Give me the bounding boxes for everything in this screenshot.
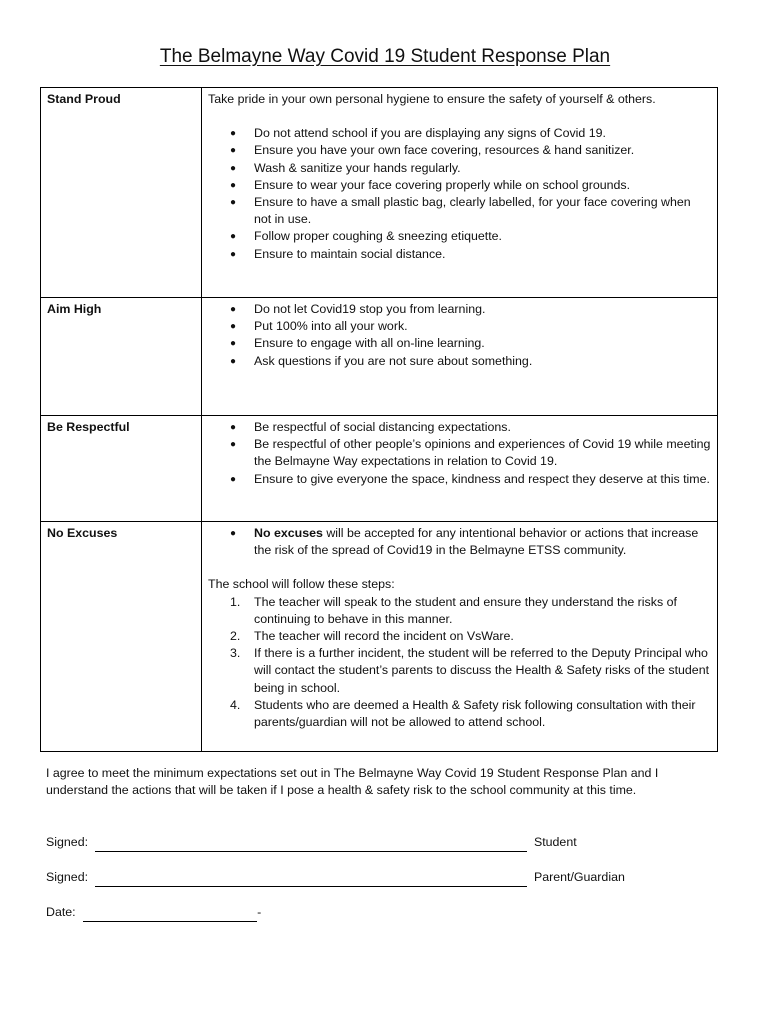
list-item: ● Do not attend school if you are displaying any signs of Covid 19.	[254, 125, 711, 142]
step-text: The teacher will speak to the student and ensure they understand the risks of continuing to behave in this manner.	[254, 594, 677, 626]
list-item: ● Ensure to maintain social distance.	[254, 246, 711, 263]
list-item: ● Ensure to wear your face covering properly while on school grounds.	[254, 177, 711, 194]
list-item: ● Ensure to have a small plastic bag, clearly labelled, for your face covering when not in use.	[254, 194, 711, 228]
table-row	[41, 522, 718, 752]
parent-signature-row	[46, 867, 625, 887]
step-text: If there is a further incident, the student will be referred to the Deputy Principal who will contact the student’s parents to discuss the Health & Safety risks of the student being in school.	[254, 646, 710, 695]
step-number: 3.	[230, 646, 241, 661]
parent-role-label: Parent/Guardian	[533, 870, 625, 884]
agreement-paragraph: I agree to meet the minimum expectations set out in The Belmayne Way Covid 19 Student Response Plan and I understand the actions that will be taken if I pose a health & safety risk to the school community at this time.	[46, 766, 659, 798]
row-label-stand-proud: Stand Proud	[41, 88, 202, 298]
date-row	[46, 902, 261, 922]
stand-proud-list	[208, 125, 711, 263]
list-item: ● Be respectful of other people’s opinions and experiences of Covid 19 while meeting the Belmayne Way expectations in relation to Covid 19.	[254, 436, 711, 470]
list-item: ● Do not let Covid19 stop you from learning.	[254, 301, 711, 318]
no-excuses-bold: No excuses	[254, 526, 323, 540]
row-content-no-excuses	[202, 522, 718, 752]
list-item: ● Follow proper coughing & sneezing etiquette.	[254, 228, 711, 245]
date-label: Date:	[46, 905, 76, 919]
date-field[interactable]	[83, 907, 257, 922]
list-item: ● Ensure you have your own face covering, resources & hand sanitizer.	[254, 142, 711, 159]
list-item	[230, 594, 711, 628]
row-content-be-respectful	[202, 416, 718, 522]
table-row	[41, 298, 718, 416]
list-item: ● Wash & sanitize your hands regularly.	[254, 160, 711, 177]
list-item: ● Ensure to engage with all on-line learning.	[254, 335, 711, 352]
response-plan-table	[40, 87, 718, 752]
signed-label: Signed:	[46, 835, 89, 849]
parent-signature-field[interactable]	[95, 872, 527, 887]
document-title: The Belmayne Way Covid 19 Student Response Plan	[159, 46, 611, 67]
list-item	[230, 628, 711, 645]
student-signature-field[interactable]	[95, 837, 527, 852]
student-role-label: Student	[533, 835, 577, 849]
row-content-stand-proud	[202, 88, 718, 298]
table-row	[41, 88, 718, 298]
table-row	[41, 416, 718, 522]
step-number: 4.	[230, 697, 241, 712]
list-item: ● Ensure to give everyone the space, kindness and respect they deserve at this time.	[254, 471, 711, 488]
list-item	[230, 697, 711, 731]
no-excuses-list	[208, 525, 711, 559]
aim-high-list	[208, 301, 711, 370]
list-item: ● Ask questions if you are not sure about something.	[254, 353, 711, 370]
row-content-aim-high	[202, 298, 718, 416]
row-label-aim-high: Aim High	[41, 298, 202, 416]
signed-label: Signed:	[46, 870, 89, 884]
step-number: 1.	[230, 594, 241, 609]
steps-intro: The school will follow these steps:	[208, 577, 395, 592]
student-signature-row	[46, 832, 577, 852]
be-respectful-list	[208, 419, 711, 488]
step-text: The teacher will record the incident on VsWare.	[254, 629, 514, 644]
step-text: Students who are deemed a Health & Safety risk following consultation with their parents/guardian will not be allowed to attend school.	[254, 697, 696, 730]
steps-list	[208, 594, 711, 732]
no-excuses-text: will be accepted for any intentional behavior or actions that increase the risk of the spread of Covid19 in the Belmayne ETSS community.	[254, 526, 699, 558]
list-item: ● Put 100% into all your work.	[254, 318, 711, 335]
row-label-be-respectful: Be Respectful	[41, 416, 202, 522]
list-item	[254, 525, 711, 559]
row-label-no-excuses: No Excuses	[41, 522, 202, 752]
list-item: ● Be respectful of social distancing expectations.	[254, 419, 711, 436]
step-number: 2.	[230, 629, 241, 644]
date-suffix: -	[257, 905, 262, 919]
stand-proud-intro: Take pride in your own personal hygiene to ensure the safety of yourself & others.	[208, 92, 656, 106]
list-item	[230, 645, 711, 697]
